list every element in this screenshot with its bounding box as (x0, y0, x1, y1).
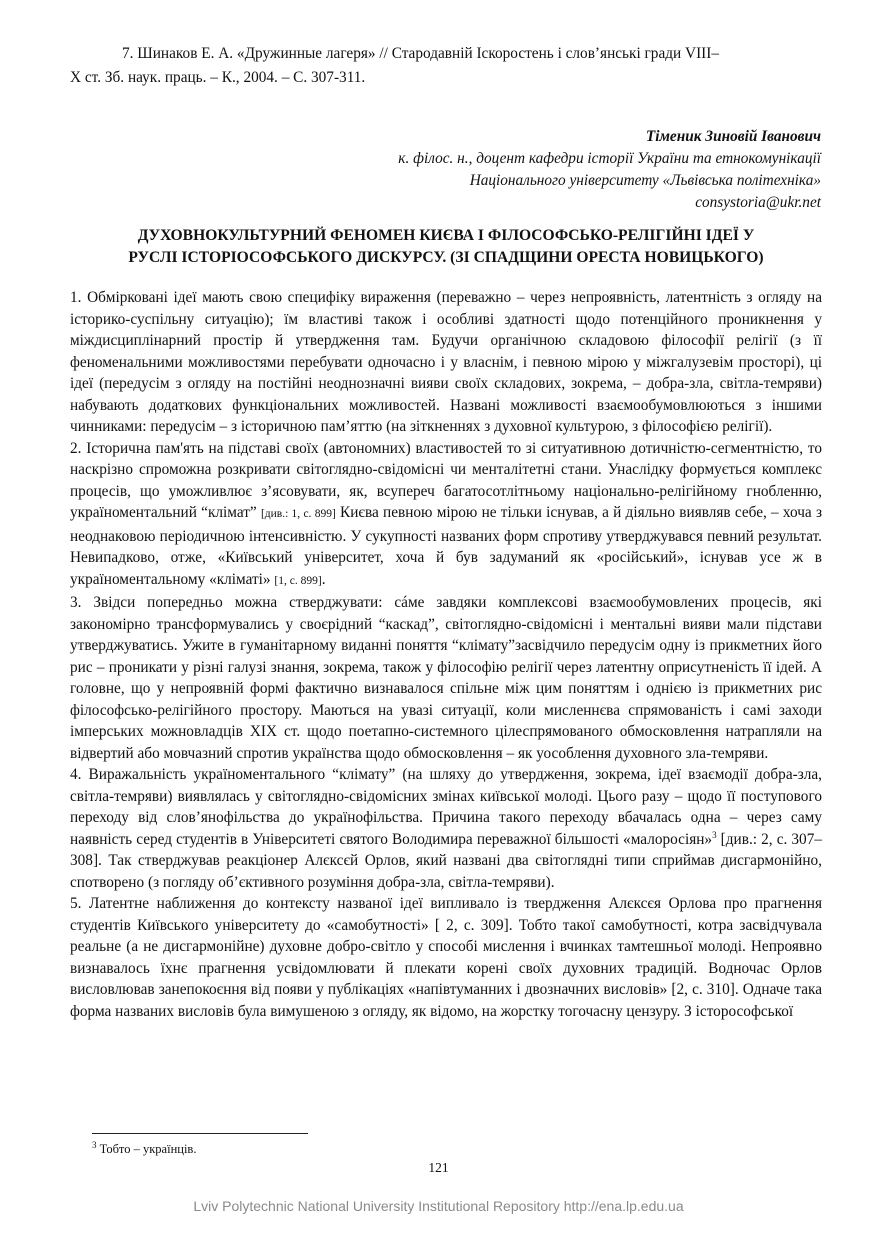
reference-entry (70, 42, 822, 90)
paragraph-2-text-a: 2. Історична пам'ять на підставі своїх (автономних) властивостей то зі ситуативною дотичністю-сегментністю, то наскрізно спроможна розкривати світоглядно-свідомісні чи менталітетні стани. Унаслідку формується комплекс процесів, що уможливлює з’ясовувати, як, всупереч багатосотлітньому національно-релігійному гнобленню, україноментальний “клімат” (70, 439, 822, 521)
citation: [див.: 1, с. 899] (260, 508, 336, 520)
article-body (70, 287, 822, 1022)
title-line-1: ДУХОВНОКУЛЬТУРНИЙ ФЕНОМЕН КИЄВА І ФІЛОСОФСЬКО-РЕЛІГІЙНІ ІДЕЇ У (137, 227, 755, 244)
paragraph-2 (70, 438, 822, 593)
paragraph-4-text-b: [див.: 2, с. 307–308]. Так стверджував реакціонер Алєксєй Орлов, який названі два світоглядні типи сприймав дисгармонійно, спотворено (з погляду об’єктивного розуміння добра-зла, світла-темряви). (70, 830, 822, 891)
footnote-mark: 3 (92, 1139, 97, 1150)
footnote-text: Тобто – українців. (96, 1142, 197, 1156)
paragraph-4 (70, 764, 822, 893)
paragraph-2-text-b: Києва певною мірою не тільки існував, а й діяльно виявляв себе, – хоча з неоднаковою періодичною інтенсивністю. У сукупності названих форм спротиву утверджувався певний результат. Невипадково, отже, «Київський університет, хоча й був задуманий як «російський», існував усе ж в україноментальному «кліматі» (70, 504, 822, 588)
author-block (181, 126, 821, 214)
title-line-2: РУСЛІ ІСТОРІОСОФСЬКОГО ДИСКУРСУ. (ЗІ СПАДЩИНИ ОРЕСТА НОВИЦЬКОГО) (128, 249, 764, 266)
paragraph-3: 3. Звідси попередньо можна стверджувати: сáме завдяки комплексові взаємообумовлених процесів, які закономірно трансформувались у своєрідний “каскад”, світоглядно-свідомісні і ментальні вияви мали підстави утверджуватись. Ужите в гуманітарному виданні поняття “клімату”засвідчило передусім одну із прикметних його рис – проникати у різні галузі знання, зокрема, також у філософію релігії через латентну оприсутненість її ідей. А головне, що у непроявній формі фактично визнавалося спільне між цим поняттям і однією із прикметних рис філософсько-релігійного простору. Маються на увазі ситуації, коли мисленнєва спрямованість і самі заходи імперських можновладців XIX ст. щодо поетапно-системного цілеспрямованого обмосковлення натрапляли на відвертий або мовчазний спротив українства щодо обмосковлення – як уособлення духовного зла-темряви. (70, 594, 822, 762)
footnote-divider (92, 1133, 308, 1134)
paragraph-4-text-a: 4. Виражальність україноментального “клімату” (на шляху до утвердження, зокрема, ідеї взаємодії добра-зла, світла-темряви) виявлялась у світоглядно-свідомісних змінах київської молоді. Цього разу – щодо її поступового переходу від слов’янофільства до українофільства. Причина такого переходу вбачалась одна – через саму наявність серед студентів в Університеті святого Володимира переважної більшості «малоросіян» (70, 766, 822, 848)
repository-footer: Lviv Polytechnic National University Institutional Repository http://ena.lp.edu.ua (193, 1198, 684, 1214)
paragraph-1: 1. Обмірковані ідеї мають свою специфіку вираження (переважно – через непроявність, латентність з огляду на історико-суспільну ситуацію); їм властиві також і особливі здатності щодо потенційного проникнення у міждисциплінарний простір й утвердження там. Будучи органічною складовою філософії релігії (з її феноменальними можливостями перебувати одночасно і у власнім, і певною мірою у міжгалузевім просторі), ці ідеї (передусім з огляду на постійні неоднозначні вияви своїх складових, зокрема, – добра-зла, світла-темряви) набувають додаткових функціональних можливостей. Названі можливості взаємообумовлюються з іншими чинниками: передусім – з історичною пам’яттю (на зіткненнях з духовної культурою, з філософією релігії). (70, 289, 822, 435)
author-email: consystoria@ukr.net (695, 194, 821, 211)
author-name: Тіменик Зиновій Іванович (645, 128, 821, 145)
author-institution: Національного університету «Львівська політехніка» (469, 172, 821, 189)
author-position: к. філос. н., доцент кафедри історії України та етнокомунікації (398, 150, 821, 167)
paragraph-2-text-c: . (321, 570, 326, 588)
reference-line-2: Х ст. Зб. наук. праць. – К., 2004. – С. 307-311. (70, 69, 366, 86)
reference-line-1: 7. Шинаков Е. А. «Дружинные лагеря» // Стародавній Іскоростень і слов’янські гради VIII– (122, 45, 720, 62)
footnote-reference[interactable]: 3 (712, 829, 717, 840)
article-title (70, 225, 822, 269)
footnote (92, 1141, 196, 1157)
paragraph-5: 5. Латентне наближення до контексту названої ідеї випливало із твердження Алєксєя Орлова про прагнення студентів Київського університету до «самобутності» [ 2, с. 309]. Тобто такої самобутності, котра засвідчувала реальне (а не дисгармонійне) духовне добро-світло у способі мислення і вчинках тамтешньої молоді. Непроявно визнавалось їхнє прагнення усвідомлювати й плекати корені своїх духовних традицій. Водночас Орлов висловлював занепокоєння від появи у публікаціях «напівтуманних і двозначних висловів» [2, с. 310]. Одначе така форма названих висловів була вимушеною з огляду, як відомо, на жорстку тогочасну цензуру. З історософської (70, 895, 822, 1020)
citation: [1, с. 899] (274, 574, 322, 587)
page-number: 121 (428, 1160, 449, 1175)
